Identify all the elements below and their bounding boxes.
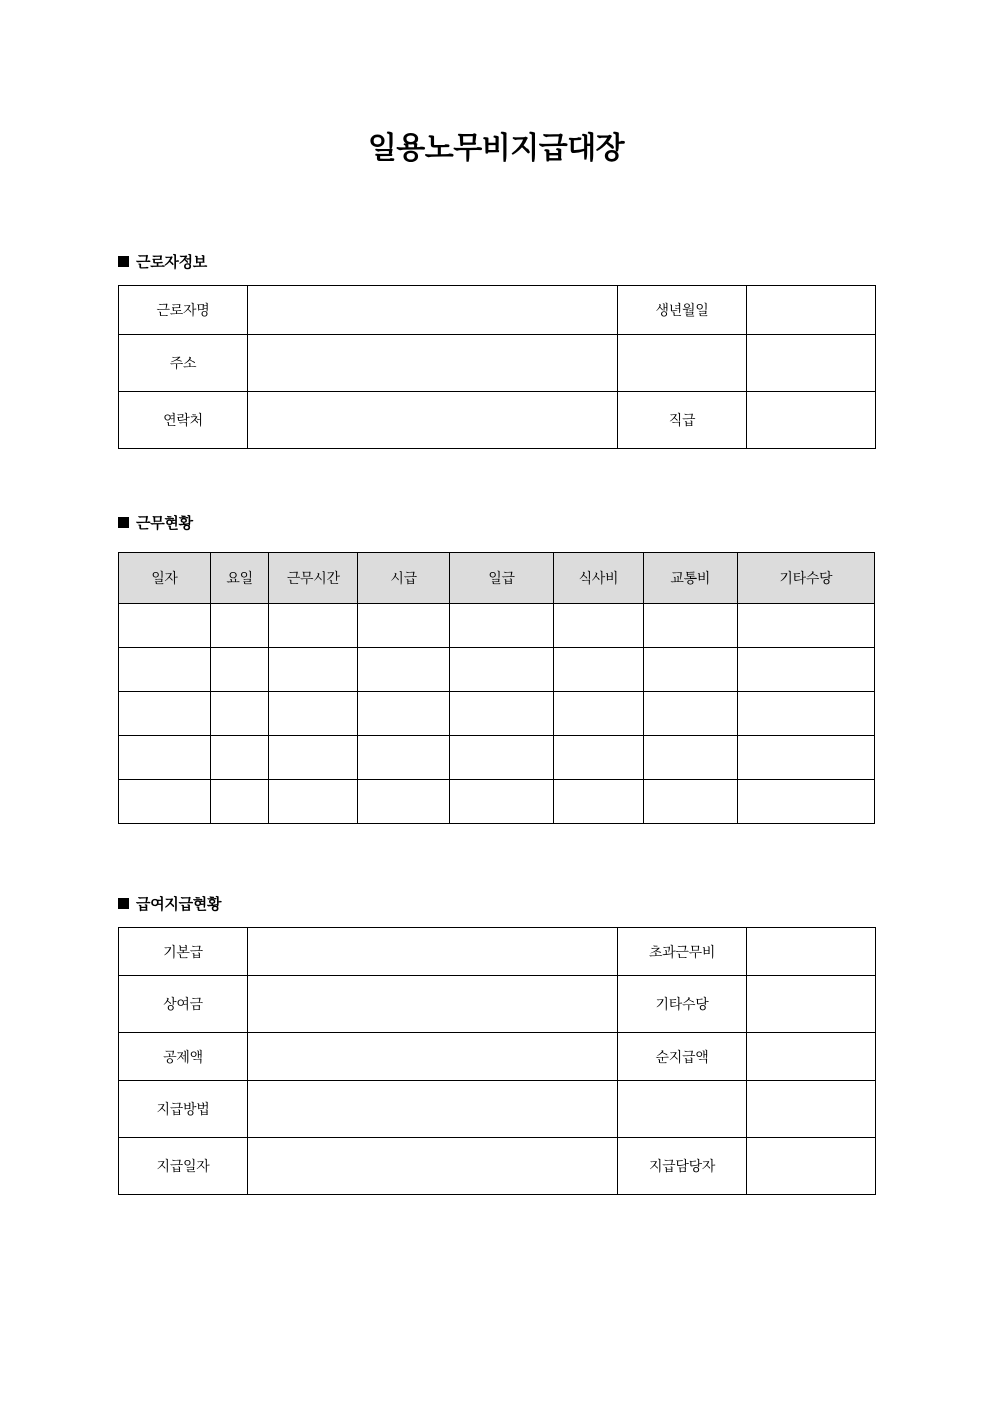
bullet-square-icon bbox=[118, 898, 129, 909]
table-row bbox=[119, 780, 875, 824]
bullet-square-icon bbox=[118, 256, 129, 267]
cell-weekday[interactable] bbox=[210, 648, 269, 692]
cell-work-hours[interactable] bbox=[269, 780, 358, 824]
field-label-payment-officer: 지급담당자 bbox=[618, 1138, 747, 1195]
cell-meal-allowance[interactable] bbox=[553, 692, 643, 736]
table-header-row bbox=[119, 553, 875, 604]
section-heading-worker-info bbox=[118, 251, 207, 272]
work-status-table bbox=[118, 552, 875, 824]
field-label-net-pay: 순지급액 bbox=[618, 1033, 747, 1081]
salary-payment-table bbox=[118, 927, 876, 1195]
table-row bbox=[119, 976, 876, 1033]
table-row bbox=[119, 392, 876, 449]
worker-info-table-body bbox=[119, 286, 876, 449]
cell-weekday[interactable] bbox=[210, 780, 269, 824]
field-label-birthdate: 생년월일 bbox=[618, 286, 747, 335]
field-label-payment-method: 지급방법 bbox=[119, 1081, 248, 1138]
cell-date[interactable] bbox=[119, 648, 211, 692]
cell-hourly-wage[interactable] bbox=[358, 780, 450, 824]
table-row bbox=[119, 1138, 876, 1195]
field-value-payment-officer[interactable] bbox=[747, 1138, 876, 1195]
field-label-deduction: 공제액 bbox=[119, 1033, 248, 1081]
work-status-table-body bbox=[119, 604, 875, 824]
field-label-base-pay: 기본급 bbox=[119, 928, 248, 976]
field-label-worker-name: 근로자명 bbox=[119, 286, 248, 335]
worker-info-table bbox=[118, 285, 876, 449]
cell-other-allowance[interactable] bbox=[737, 692, 874, 736]
table-row bbox=[119, 335, 876, 392]
table-row bbox=[119, 648, 875, 692]
field-value-birthdate[interactable] bbox=[747, 286, 876, 335]
cell-meal-allowance[interactable] bbox=[553, 648, 643, 692]
field-value-overtime-pay[interactable] bbox=[747, 928, 876, 976]
table-row bbox=[119, 286, 876, 335]
column-header-other-allowance: 기타수당 bbox=[737, 553, 874, 604]
cell-meal-allowance[interactable] bbox=[553, 780, 643, 824]
cell-transport-allowance[interactable] bbox=[643, 780, 737, 824]
cell-daily-wage[interactable] bbox=[450, 780, 554, 824]
table-row bbox=[119, 1081, 876, 1138]
column-header-transport-allowance: 교통비 bbox=[643, 553, 737, 604]
section-heading-salary-payment bbox=[118, 893, 221, 914]
cell-daily-wage[interactable] bbox=[450, 692, 554, 736]
table-row bbox=[119, 1033, 876, 1081]
field-value-payment-method-extra[interactable] bbox=[747, 1081, 876, 1138]
field-value-net-pay[interactable] bbox=[747, 1033, 876, 1081]
column-header-meal-allowance: 식사비 bbox=[553, 553, 643, 604]
cell-date[interactable] bbox=[119, 604, 211, 648]
cell-other-allowance[interactable] bbox=[737, 604, 874, 648]
column-header-hourly-wage: 시급 bbox=[358, 553, 450, 604]
field-value-base-pay[interactable] bbox=[248, 928, 618, 976]
cell-hourly-wage[interactable] bbox=[358, 604, 450, 648]
cell-date[interactable] bbox=[119, 692, 211, 736]
cell-work-hours[interactable] bbox=[269, 736, 358, 780]
field-label-payment-method-extra bbox=[618, 1081, 747, 1138]
field-value-address-extra[interactable] bbox=[747, 335, 876, 392]
work-status-table-head bbox=[119, 553, 875, 604]
cell-other-allowance[interactable] bbox=[737, 736, 874, 780]
cell-hourly-wage[interactable] bbox=[358, 648, 450, 692]
section-heading-label: 급여지급현황 bbox=[136, 895, 222, 913]
cell-work-hours[interactable] bbox=[269, 648, 358, 692]
column-header-daily-wage: 일급 bbox=[450, 553, 554, 604]
cell-daily-wage[interactable] bbox=[450, 648, 554, 692]
field-value-other-allowance[interactable] bbox=[747, 976, 876, 1033]
cell-other-allowance[interactable] bbox=[737, 648, 874, 692]
field-label-overtime-pay: 초과근무비 bbox=[618, 928, 747, 976]
field-value-deduction[interactable] bbox=[248, 1033, 618, 1081]
table-row bbox=[119, 692, 875, 736]
cell-work-hours[interactable] bbox=[269, 692, 358, 736]
field-value-position[interactable] bbox=[747, 392, 876, 449]
field-label-payment-date: 지급일자 bbox=[119, 1138, 248, 1195]
field-label-bonus: 상여금 bbox=[119, 976, 248, 1033]
field-value-payment-method[interactable] bbox=[248, 1081, 618, 1138]
field-value-address[interactable] bbox=[248, 335, 618, 392]
cell-transport-allowance[interactable] bbox=[643, 692, 737, 736]
column-header-date: 일자 bbox=[119, 553, 211, 604]
table-row bbox=[119, 604, 875, 648]
table-row bbox=[119, 736, 875, 780]
salary-payment-table-body bbox=[119, 928, 876, 1195]
cell-date[interactable] bbox=[119, 780, 211, 824]
table-row bbox=[119, 928, 876, 976]
cell-other-allowance[interactable] bbox=[737, 780, 874, 824]
cell-meal-allowance[interactable] bbox=[553, 736, 643, 780]
field-value-contact[interactable] bbox=[248, 392, 618, 449]
field-value-bonus[interactable] bbox=[248, 976, 618, 1033]
cell-date[interactable] bbox=[119, 736, 211, 780]
page-title: 일용노무비지급대장 bbox=[367, 131, 625, 166]
field-label-other-allowance: 기타수당 bbox=[618, 976, 747, 1033]
cell-weekday[interactable] bbox=[210, 604, 269, 648]
column-header-work-hours: 근무시간 bbox=[269, 553, 358, 604]
column-header-weekday: 요일 bbox=[210, 553, 269, 604]
cell-transport-allowance[interactable] bbox=[643, 604, 737, 648]
field-value-payment-date[interactable] bbox=[248, 1138, 618, 1195]
field-value-worker-name[interactable] bbox=[248, 286, 618, 335]
cell-transport-allowance[interactable] bbox=[643, 648, 737, 692]
field-label-address-extra bbox=[618, 335, 747, 392]
cell-hourly-wage[interactable] bbox=[358, 692, 450, 736]
field-label-address: 주소 bbox=[119, 335, 248, 392]
cell-meal-allowance[interactable] bbox=[553, 604, 643, 648]
cell-daily-wage[interactable] bbox=[450, 604, 554, 648]
cell-weekday[interactable] bbox=[210, 692, 269, 736]
cell-hourly-wage[interactable] bbox=[358, 736, 450, 780]
field-label-position: 직급 bbox=[618, 392, 747, 449]
section-heading-label: 근무현황 bbox=[136, 514, 193, 532]
field-label-contact: 연락처 bbox=[119, 392, 248, 449]
cell-weekday[interactable] bbox=[210, 736, 269, 780]
bullet-square-icon bbox=[118, 517, 129, 528]
cell-daily-wage[interactable] bbox=[450, 736, 554, 780]
cell-work-hours[interactable] bbox=[269, 604, 358, 648]
section-heading-label: 근로자정보 bbox=[136, 253, 207, 271]
cell-transport-allowance[interactable] bbox=[643, 736, 737, 780]
section-heading-work-status bbox=[118, 512, 193, 533]
